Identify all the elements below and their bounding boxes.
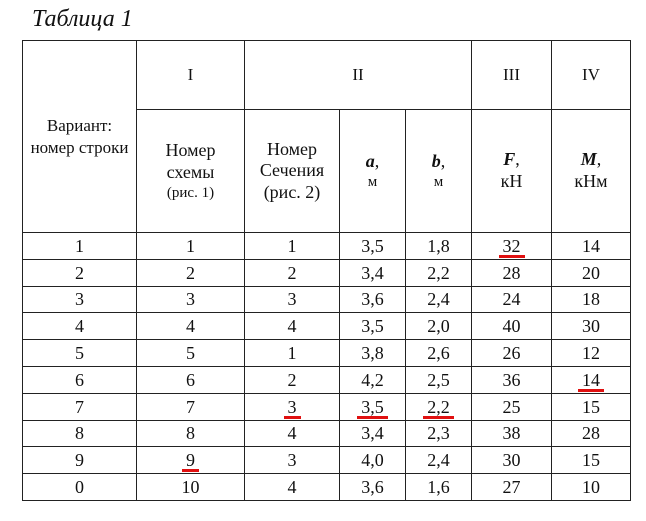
table-row xyxy=(23,447,631,474)
cell-b xyxy=(406,340,472,367)
header-a xyxy=(340,110,406,233)
cell-variant xyxy=(23,259,137,286)
header-group-2: II xyxy=(245,41,472,110)
cell-scheme xyxy=(137,447,245,474)
cell-value: 8 xyxy=(75,423,84,444)
cell-value: 38 xyxy=(502,423,521,444)
cell-value: 14 xyxy=(582,235,600,256)
cell-value: 30 xyxy=(582,316,600,337)
cell-value: 4,0 xyxy=(361,450,384,471)
cell-value: 1 xyxy=(186,235,195,256)
cell-section xyxy=(245,313,340,340)
cell-value: 30 xyxy=(502,450,521,471)
cell-variant xyxy=(23,447,137,474)
cell-M xyxy=(552,286,631,313)
cell-value: 26 xyxy=(502,343,521,364)
cell-value: 25 xyxy=(502,396,521,417)
header-b xyxy=(406,110,472,233)
cell-value: 12 xyxy=(582,343,600,364)
cell-b xyxy=(406,259,472,286)
header-scheme xyxy=(137,110,245,233)
cell-value-underlined: 14 xyxy=(577,371,605,389)
header-b-suffix: , xyxy=(440,151,446,172)
cell-value: 9 xyxy=(75,450,84,471)
cell-scheme xyxy=(137,474,245,501)
cell-scheme xyxy=(137,259,245,286)
cell-a xyxy=(340,420,406,447)
cell-value: 6 xyxy=(75,369,84,390)
cell-b xyxy=(406,447,472,474)
cell-F xyxy=(472,313,552,340)
table-row xyxy=(23,474,631,501)
cell-F xyxy=(472,286,552,313)
cell-value: 0 xyxy=(75,477,84,498)
cell-value-underlined: 2,2 xyxy=(422,398,455,416)
cell-M xyxy=(552,474,631,501)
cell-scheme xyxy=(137,313,245,340)
cell-value: 24 xyxy=(502,289,521,310)
cell-value: 7 xyxy=(75,396,84,417)
cell-value: 28 xyxy=(502,262,521,283)
cell-value: 3 xyxy=(287,289,297,310)
cell-value: 7 xyxy=(186,396,195,417)
cell-variant xyxy=(23,393,137,420)
cell-variant xyxy=(23,474,137,501)
cell-value: 3 xyxy=(287,450,297,471)
cell-value: 2,6 xyxy=(427,343,450,364)
cell-variant xyxy=(23,313,137,340)
cell-scheme xyxy=(137,233,245,260)
cell-value: 2 xyxy=(75,262,84,283)
cell-variant xyxy=(23,340,137,367)
cell-b xyxy=(406,313,472,340)
header-a-unit: м xyxy=(367,173,378,190)
cell-b xyxy=(406,233,472,260)
header-scheme-line2: схемы xyxy=(166,162,215,182)
cell-value: 3,8 xyxy=(361,343,384,364)
cell-value: 3,5 xyxy=(361,235,384,256)
cell-value: 15 xyxy=(582,450,600,471)
table-row xyxy=(23,340,631,367)
cell-a xyxy=(340,286,406,313)
cell-M xyxy=(552,340,631,367)
header-M-suffix: , xyxy=(596,149,602,170)
cell-value: 2,0 xyxy=(427,316,450,337)
cell-a xyxy=(340,447,406,474)
cell-a xyxy=(340,474,406,501)
cell-value: 3,4 xyxy=(361,423,384,444)
cell-value: 1,8 xyxy=(427,235,450,256)
header-b-symbol: b xyxy=(431,151,441,172)
cell-value: 3,6 xyxy=(361,477,384,498)
header-a-suffix: , xyxy=(374,151,380,172)
cell-value-underlined: 3 xyxy=(283,398,302,416)
cell-value: 4 xyxy=(75,316,84,337)
cell-section xyxy=(245,393,340,420)
cell-value: 5 xyxy=(186,343,195,364)
cell-scheme xyxy=(137,286,245,313)
cell-value: 5 xyxy=(75,343,84,364)
cell-M xyxy=(552,393,631,420)
cell-b xyxy=(406,420,472,447)
cell-F xyxy=(472,474,552,501)
cell-value: 2 xyxy=(186,262,195,283)
cell-value: 18 xyxy=(582,289,600,310)
cell-a xyxy=(340,340,406,367)
cell-value-underlined: 3,5 xyxy=(356,398,389,416)
header-F-suffix: , xyxy=(515,149,520,170)
cell-F xyxy=(472,393,552,420)
header-scheme-line3: (рис. 1) xyxy=(166,184,215,201)
cell-M xyxy=(552,366,631,393)
cell-M xyxy=(552,313,631,340)
cell-value: 40 xyxy=(502,316,521,337)
cell-value: 28 xyxy=(582,423,600,444)
cell-M xyxy=(552,233,631,260)
cell-value: 3 xyxy=(186,289,195,310)
cell-value: 4 xyxy=(287,423,297,444)
cell-F xyxy=(472,366,552,393)
header-F xyxy=(472,110,552,233)
header-M xyxy=(552,110,631,233)
cell-value: 1 xyxy=(287,343,297,364)
cell-value: 2,2 xyxy=(427,262,450,283)
cell-a xyxy=(340,259,406,286)
cell-a xyxy=(340,233,406,260)
cell-value: 36 xyxy=(502,369,521,390)
cell-value: 1 xyxy=(75,235,84,256)
table-row xyxy=(23,420,631,447)
header-group-1: I xyxy=(137,41,245,110)
table-row xyxy=(23,313,631,340)
header-M-symbol: M xyxy=(580,149,597,170)
cell-scheme xyxy=(137,340,245,367)
cell-value: 20 xyxy=(582,262,600,283)
cell-value: 2,4 xyxy=(427,450,450,471)
cell-value: 3 xyxy=(75,289,84,310)
cell-section xyxy=(245,420,340,447)
cell-section xyxy=(245,259,340,286)
cell-M xyxy=(552,259,631,286)
header-variant xyxy=(23,41,137,233)
cell-value: 2 xyxy=(287,262,297,283)
cell-a xyxy=(340,366,406,393)
header-section-line2: Сечения xyxy=(259,160,325,181)
header-section xyxy=(245,110,340,233)
cell-value: 10 xyxy=(181,477,200,498)
cell-F xyxy=(472,420,552,447)
cell-F xyxy=(472,259,552,286)
table-row xyxy=(23,233,631,260)
header-section-line1: Номер xyxy=(266,138,318,159)
cell-scheme xyxy=(137,393,245,420)
cell-a xyxy=(340,313,406,340)
variants-table xyxy=(22,40,631,501)
cell-value: 4 xyxy=(287,477,297,498)
cell-variant xyxy=(23,366,137,393)
table-row xyxy=(23,286,631,313)
header-row-groups xyxy=(23,41,631,110)
cell-b xyxy=(406,286,472,313)
header-M-unit: кНм xyxy=(574,171,608,191)
cell-value: 2,5 xyxy=(427,369,450,390)
cell-value: 4 xyxy=(186,316,195,337)
header-scheme-line1: Номер xyxy=(165,140,216,161)
cell-value: 3,4 xyxy=(361,262,384,283)
header-F-symbol: F xyxy=(503,149,516,170)
cell-section xyxy=(245,474,340,501)
cell-value: 6 xyxy=(186,369,195,390)
cell-value-underlined: 32 xyxy=(498,237,526,255)
cell-value-underlined: 9 xyxy=(181,451,200,469)
cell-variant xyxy=(23,420,137,447)
cell-section xyxy=(245,286,340,313)
cell-value: 10 xyxy=(582,477,600,498)
cell-scheme xyxy=(137,420,245,447)
cell-value: 15 xyxy=(582,396,600,417)
cell-section xyxy=(245,233,340,260)
cell-value: 27 xyxy=(502,477,521,498)
cell-F xyxy=(472,233,552,260)
cell-M xyxy=(552,447,631,474)
cell-value: 2,3 xyxy=(427,423,450,444)
cell-F xyxy=(472,340,552,367)
cell-value: 4 xyxy=(287,316,297,337)
cell-value: 8 xyxy=(186,423,195,444)
cell-variant xyxy=(23,233,137,260)
cell-section xyxy=(245,447,340,474)
cell-value: 1,6 xyxy=(427,477,450,498)
header-group-3: III xyxy=(472,41,552,110)
cell-section xyxy=(245,366,340,393)
header-group-4: IV xyxy=(552,41,631,110)
cell-b xyxy=(406,393,472,420)
cell-value: 2,4 xyxy=(427,289,450,310)
cell-M xyxy=(552,420,631,447)
header-a-symbol: a xyxy=(365,151,375,172)
cell-a xyxy=(340,393,406,420)
cell-section xyxy=(245,340,340,367)
header-variant-label: Вариант: номер строки xyxy=(30,116,129,157)
cell-value: 4,2 xyxy=(361,369,384,390)
header-section-line3: (рис. 2) xyxy=(263,181,321,202)
table-row xyxy=(23,393,631,420)
cell-value: 3,6 xyxy=(361,289,384,310)
header-F-unit: кН xyxy=(500,171,523,191)
cell-variant xyxy=(23,286,137,313)
table-row xyxy=(23,259,631,286)
table-row xyxy=(23,366,631,393)
cell-b xyxy=(406,366,472,393)
cell-F xyxy=(472,447,552,474)
cell-scheme xyxy=(137,366,245,393)
cell-b xyxy=(406,474,472,501)
cell-value: 2 xyxy=(287,369,297,390)
cell-value: 3,5 xyxy=(361,316,384,337)
table-caption: Таблица 1 xyxy=(32,6,133,32)
cell-value: 1 xyxy=(287,235,297,256)
header-b-unit: м xyxy=(433,173,444,190)
